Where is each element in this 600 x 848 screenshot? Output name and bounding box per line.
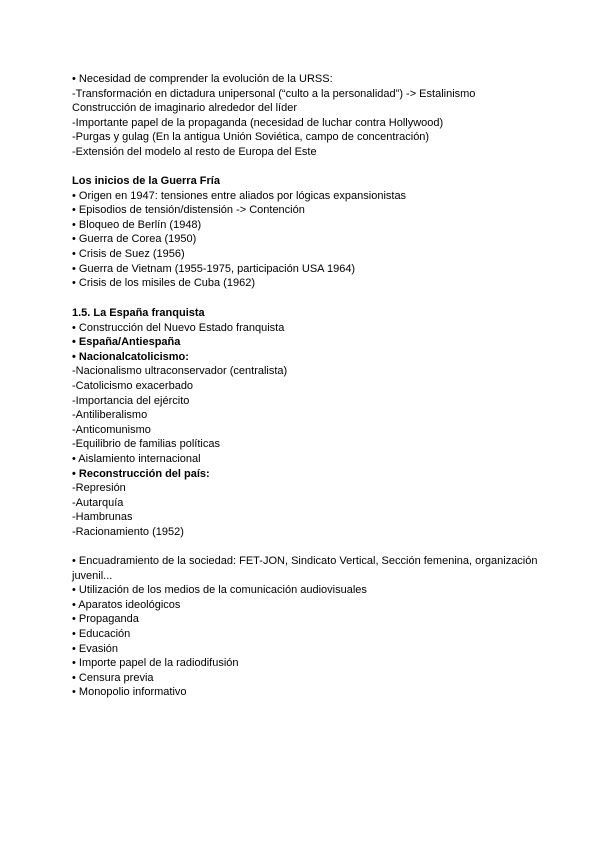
text-line: -Transformación en dictadura unipersonal (“culto a la personalidad”) -> Estalinismo bbox=[72, 87, 476, 100]
text-line: -Represión bbox=[72, 482, 126, 495]
text-line: • Reconstrucción del país: bbox=[72, 467, 210, 480]
text-line: • Nacionalcatolicismo: bbox=[72, 350, 189, 363]
text-line: • Bloqueo de Berlín (1948) bbox=[72, 218, 202, 231]
text-line: • Episodios de tensión/distensión -> Contención bbox=[72, 204, 305, 217]
text-line: -Antiliberalismo bbox=[72, 409, 148, 422]
text-line: -Hambrunas bbox=[72, 511, 133, 524]
text-line: -Equilibrio de familias políticas bbox=[72, 438, 220, 451]
text-line: • Educación bbox=[72, 627, 131, 640]
text-line: • Origen en 1947: tensiones entre aliados por lógicas expansionistas bbox=[72, 189, 407, 202]
text-line: Construcción de imaginario alrededor del líder bbox=[72, 102, 298, 115]
text-line: -Autarquía bbox=[72, 496, 124, 509]
urss-section bbox=[72, 72, 542, 160]
text-line: -Importante papel de la propaganda (necesidad de luchar contra Hollywood) bbox=[72, 116, 444, 129]
text-line: • Propaganda bbox=[72, 613, 139, 626]
text-line: -Purgas y gulag (En la antigua Unión Soviética, campo de concentración) bbox=[72, 131, 430, 144]
text-line: • Guerra de Vietnam (1955-1975, participación USA 1964) bbox=[72, 262, 356, 275]
text-line: • Necesidad de comprender la evolución de la URSS: bbox=[72, 73, 333, 85]
guerra-fria-section bbox=[72, 174, 542, 291]
text-line: -Racionamiento (1952) bbox=[72, 525, 184, 538]
text-line: • Guerra de Corea (1950) bbox=[72, 233, 197, 246]
text-line: • Monopolio informativo bbox=[72, 686, 187, 699]
text-line: • Aparatos ideológicos bbox=[72, 598, 181, 611]
text-line: • Importe papel de la radiodifusión bbox=[72, 657, 239, 670]
text-line: • Evasión bbox=[72, 642, 119, 655]
text-line: -Extensión del modelo al resto de Europa del Este bbox=[72, 145, 317, 158]
text-line: -Nacionalismo ultraconservador (centralista) bbox=[72, 365, 288, 378]
text-line: -Anticomunismo bbox=[72, 423, 151, 436]
section-heading: 1.5. La España franquista bbox=[72, 307, 205, 319]
sociedad-section bbox=[72, 554, 542, 700]
text-line: • Construcción del Nuevo Estado franquista bbox=[72, 321, 285, 334]
espana-franquista-section bbox=[72, 306, 542, 540]
text-line: • Crisis de Suez (1956) bbox=[72, 247, 185, 260]
section-heading: Los inicios de la Guerra Fría bbox=[72, 175, 220, 187]
text-line: • Censura previa bbox=[72, 671, 154, 684]
text-line: -Importancia del ejército bbox=[72, 394, 190, 407]
text-line: -Catolicismo exacerbado bbox=[72, 379, 194, 392]
text-line: • Aislamiento internacional bbox=[72, 452, 201, 465]
text-line: • Utilización de los medios de la comunicación audiovisuales bbox=[72, 584, 367, 597]
text-line: • España/Antiespaña bbox=[72, 336, 181, 349]
text-paragraph: • Encuadramiento de la sociedad: FET-JON, Sindicato Vertical, Sección femenina, organización juvenil... bbox=[72, 555, 538, 582]
text-line: • Crisis de los misiles de Cuba (1962) bbox=[72, 277, 255, 290]
